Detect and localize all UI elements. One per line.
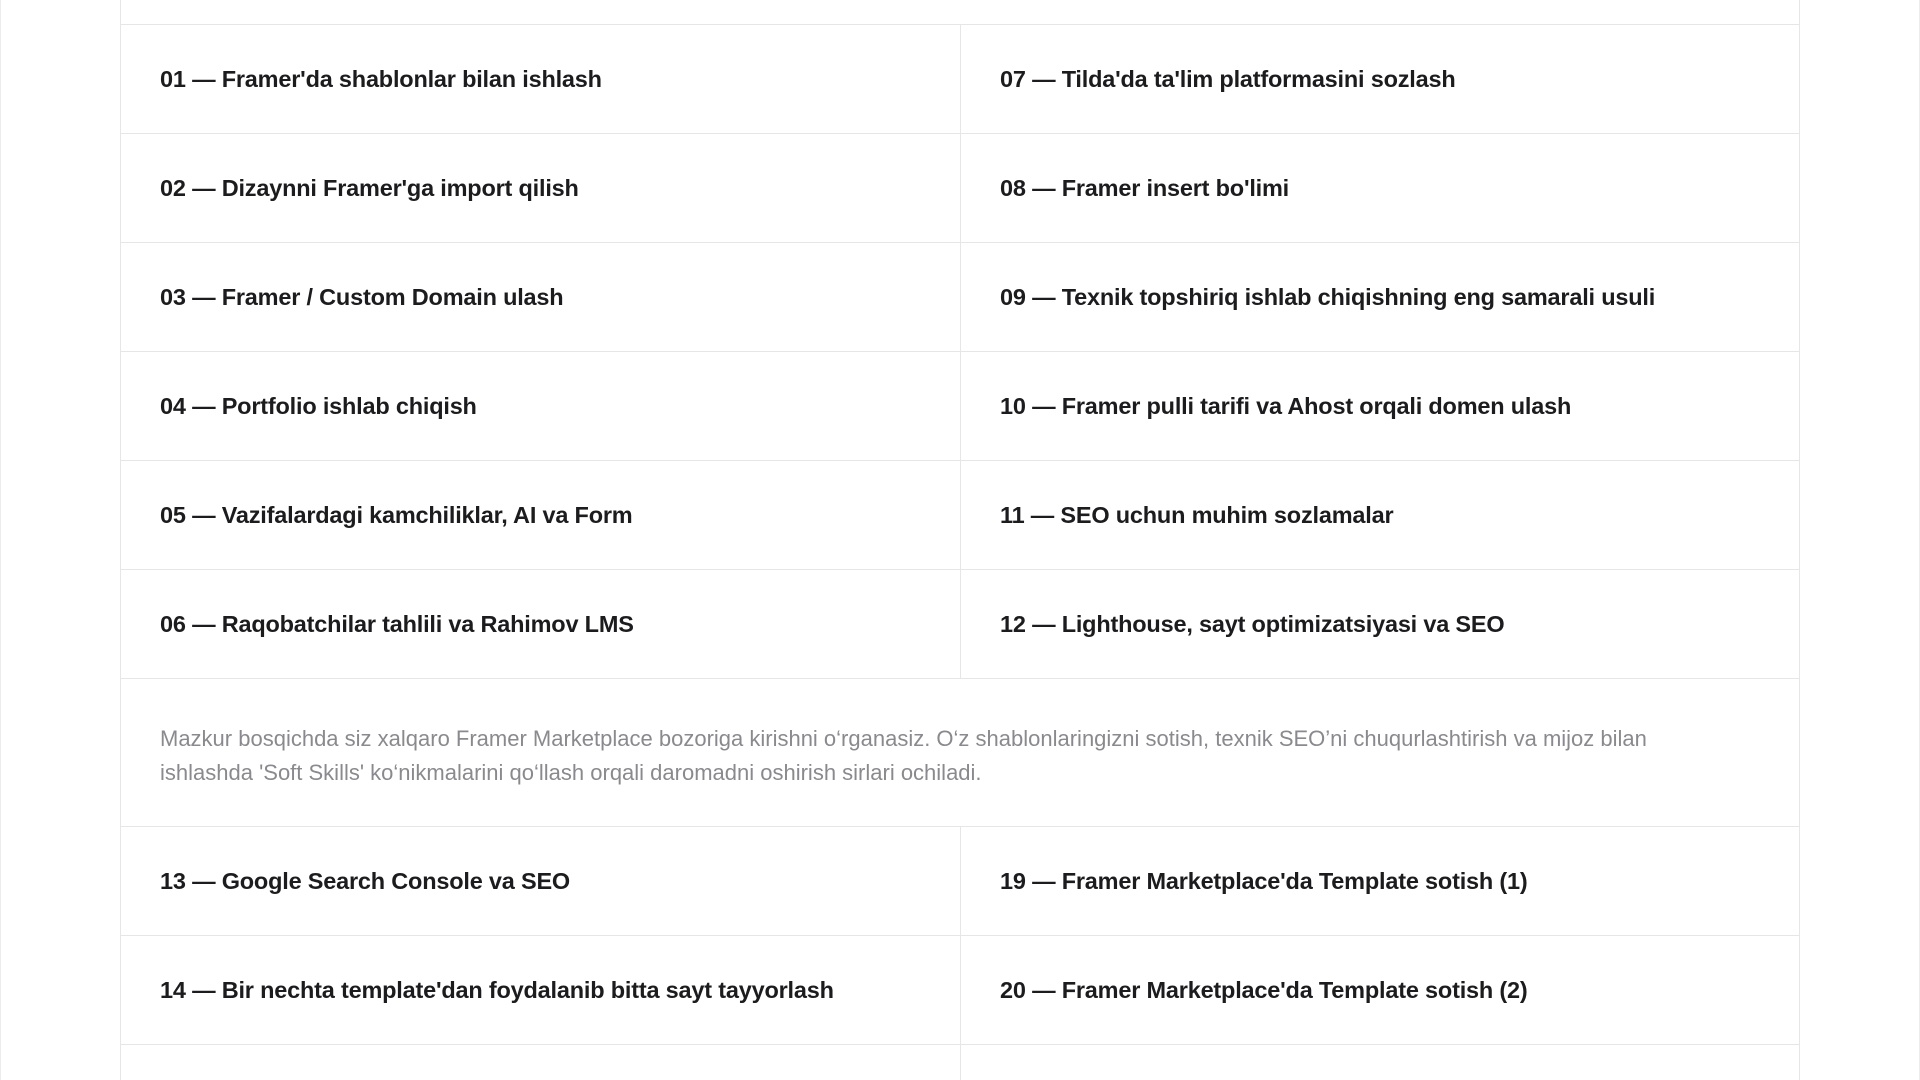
previous-section-bottom <box>121 0 1799 25</box>
lessons-grid-part1 <box>121 25 1799 679</box>
lesson-item-02[interactable]: 02 — Dizaynni Framer'ga import qilish <box>121 134 961 243</box>
lesson-item-06[interactable]: 06 — Raqobatchilar tahlili va Rahimov LMS <box>121 570 961 679</box>
lesson-item-11[interactable]: 11 — SEO uchun muhim sozlamalar <box>961 461 1799 570</box>
lessons-board <box>120 0 1800 1080</box>
lesson-item-01[interactable]: 01 — Framer'da shablonlar bilan ishlash <box>121 25 961 134</box>
lesson-item-07[interactable]: 07 — Tilda'da ta'lim platformasini sozlash <box>961 25 1799 134</box>
lesson-item-14[interactable]: 14 — Bir nechta template'dan foydalanib bitta sayt tayyorlash <box>121 936 961 1045</box>
lesson-item-13[interactable]: 13 — Google Search Console va SEO <box>121 827 961 936</box>
lesson-item-partial-left[interactable] <box>121 1045 961 1080</box>
lesson-item-partial-right[interactable] <box>961 1045 1799 1080</box>
lesson-item-03[interactable]: 03 — Framer / Custom Domain ulash <box>121 243 961 352</box>
stage-description: Mazkur bosqichda siz xalqaro Framer Marketplace bozoriga kirishni o‘rganasiz. O‘z shablonlaringizni sotish, texnik SEO’ni chuqurlashtirish va mijoz bilan ishlashda 'Soft Skills' ko‘nikmalarini qo‘llash orqali daromadni oshirish sirlari ochiladi. <box>121 679 1799 827</box>
lesson-item-05[interactable]: 05 — Vazifalardagi kamchiliklar, AI va Form <box>121 461 961 570</box>
lessons-grid-continuation <box>121 1045 1799 1080</box>
lesson-item-04[interactable]: 04 — Portfolio ishlab chiqish <box>121 352 961 461</box>
lessons-grid-part2 <box>121 827 1799 1045</box>
lesson-item-20[interactable]: 20 — Framer Marketplace'da Template sotish (2) <box>961 936 1799 1045</box>
lesson-item-19[interactable]: 19 — Framer Marketplace'da Template sotish (1) <box>961 827 1799 936</box>
lesson-item-10[interactable]: 10 — Framer pulli tarifi va Ahost orqali domen ulash <box>961 352 1799 461</box>
page-edge-left <box>0 0 1 1080</box>
lesson-item-08[interactable]: 08 — Framer insert bo'limi <box>961 134 1799 243</box>
lesson-item-09[interactable]: 09 — Texnik topshiriq ishlab chiqishning eng samarali usuli <box>961 243 1799 352</box>
lesson-item-12[interactable]: 12 — Lighthouse, sayt optimizatsiyasi va SEO <box>961 570 1799 679</box>
